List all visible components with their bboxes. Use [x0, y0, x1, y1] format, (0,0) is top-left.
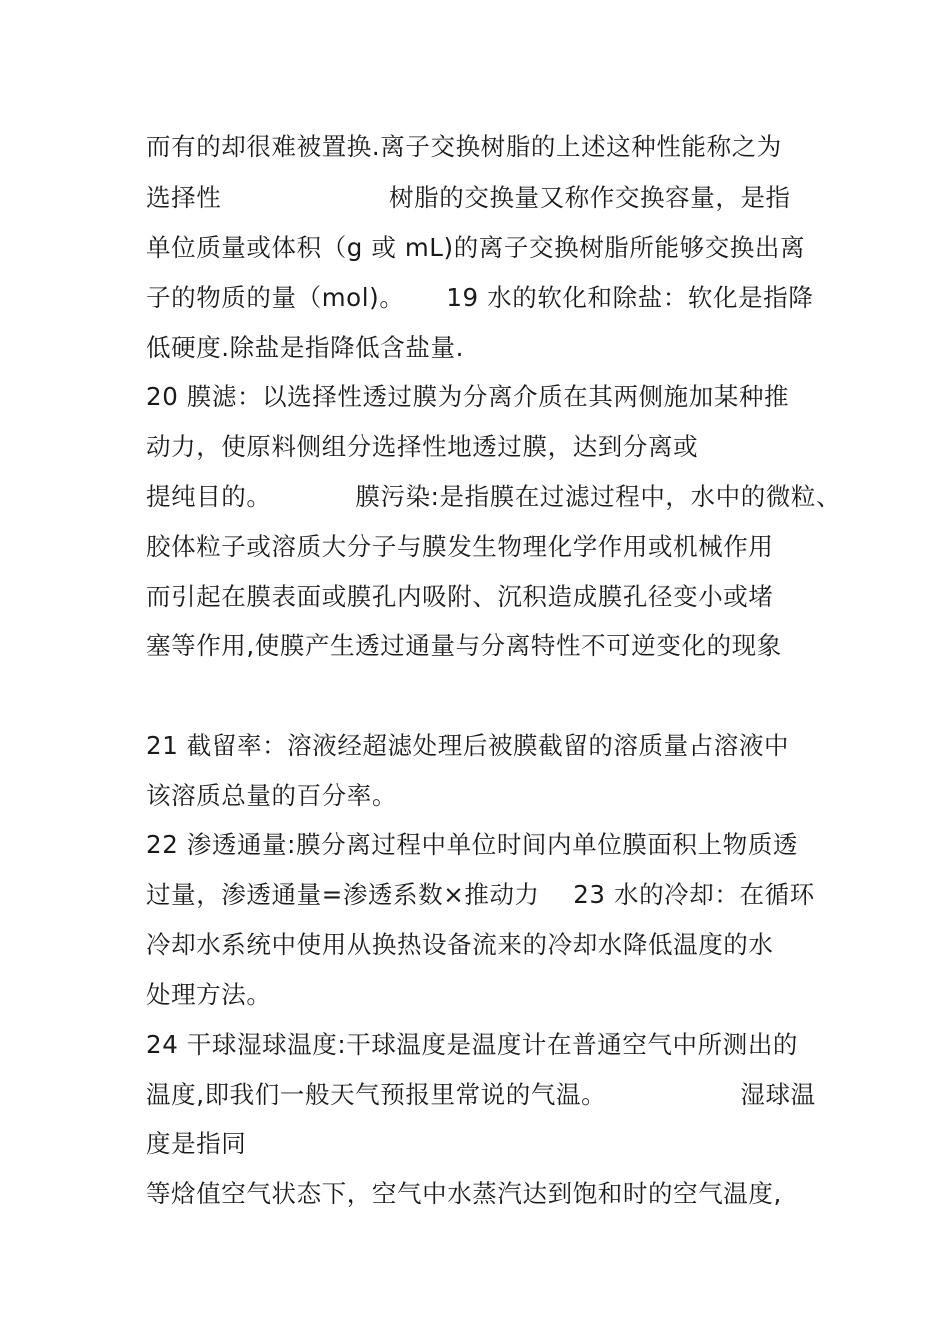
- text-line: 单位质量或体积（g 或 mL)的离子交换树脂所能够交换出离: [146, 233, 806, 262]
- text-line: 该溶质总量的百分率。: [146, 781, 397, 810]
- text-line: 等焓值空气状态下，空气中水蒸汽达到饱和时的空气温度,: [146, 1179, 782, 1208]
- text-line: 冷却水系统中使用从换热设备流来的冷却水降低温度的水: [146, 930, 774, 959]
- text-line: 24 干球湿球温度:干球温度是温度计在普通空气中所测出的: [146, 1030, 799, 1059]
- text-line: 胶体粒子或溶质大分子与膜发生物理化学作用或机械作用: [146, 532, 774, 561]
- text-line: 提纯目的。 膜污染:是指膜在过滤过程中，水中的微粒、: [146, 482, 842, 511]
- text-line: 而有的却很难被置换.离子交换树脂的上述这种性能称之为: [146, 132, 782, 161]
- text-line: 温度,即我们一般天气预报里常说的气温。 湿球温: [146, 1080, 816, 1109]
- text-line: 选择性 树脂的交换量又称作交换容量，是指: [146, 183, 791, 212]
- text-line: 处理方法。: [146, 980, 272, 1009]
- text-line: 低硬度.除盐是指降低含盐量.: [146, 333, 464, 362]
- text-line: 20 膜滤：以选择性透过膜为分离介质在其两侧施加某种推: [146, 382, 790, 411]
- text-line: 塞等作用,使膜产生透过通量与分离特性不可逆变化的现象: [146, 631, 782, 660]
- text-line: 子的物质的量（mol)。 19 水的软化和除盐：软化是指降: [146, 283, 814, 312]
- text-line: 过量，渗透通量=渗透系数×推动力 23 水的冷却：在循环: [146, 880, 815, 909]
- text-line: 动力，使原料侧组分选择性地透过膜，达到分离或: [146, 432, 699, 461]
- text-line: 而引起在膜表面或膜孔内吸附、沉积造成膜孔径变小或堵: [146, 582, 774, 611]
- text-line: 度是指同: [146, 1129, 247, 1158]
- text-line: 22 渗透通量:膜分离过程中单位时间内单位膜面积上物质透: [146, 830, 799, 859]
- text-line: 21 截留率：溶液经超滤处理后被膜截留的溶质量占溶液中: [146, 731, 790, 760]
